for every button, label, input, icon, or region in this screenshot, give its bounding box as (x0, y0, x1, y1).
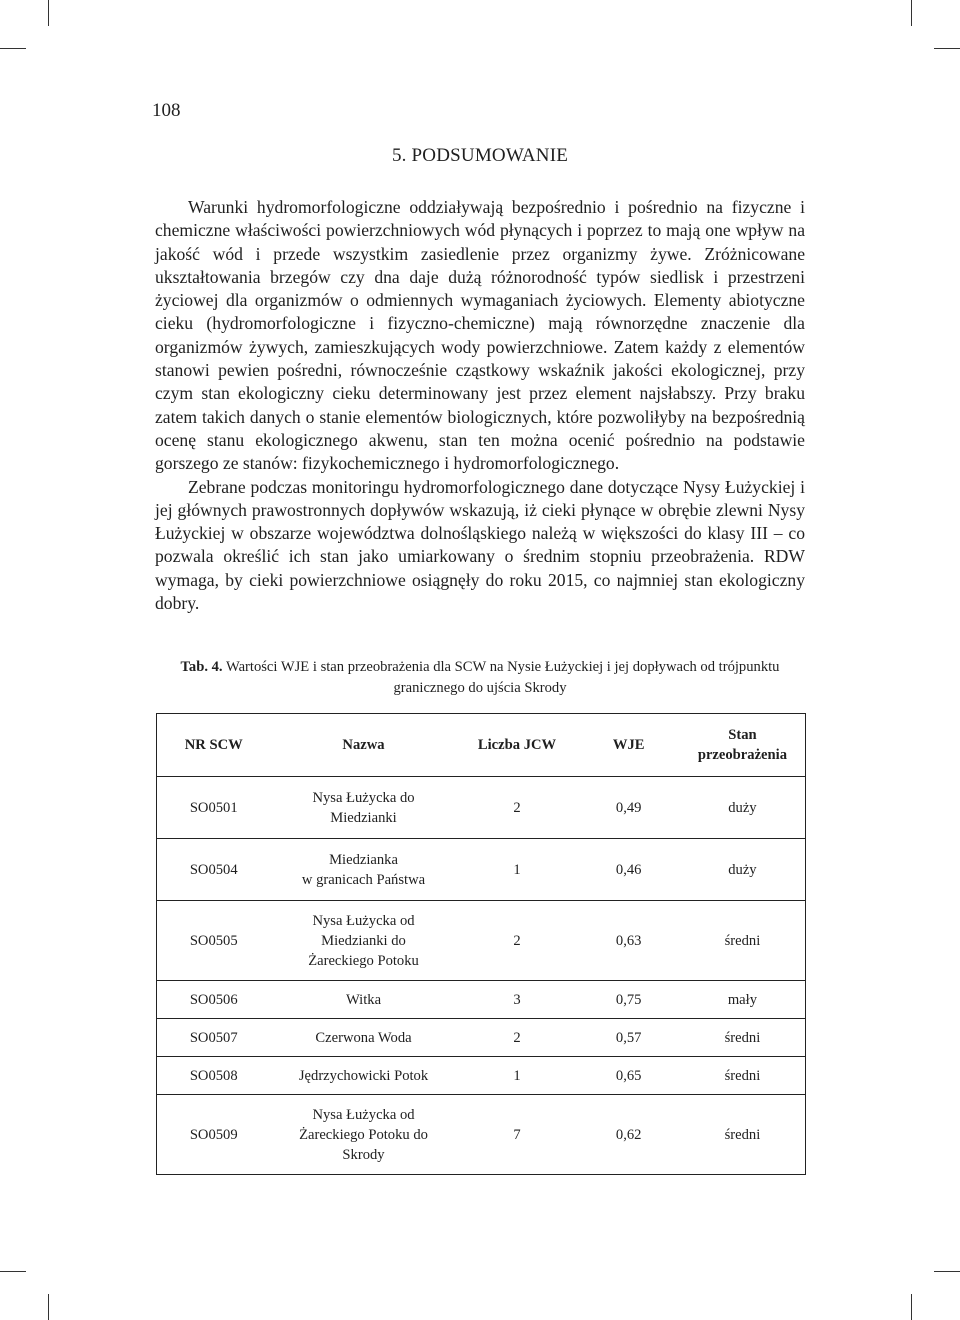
cell-nazwa-line: Żareckiego Potoku do (299, 1126, 428, 1143)
table-row (157, 981, 806, 1019)
crop-mark-bottom-right (911, 1294, 912, 1320)
cell-nr-scw: SO0508 (157, 1057, 271, 1095)
cell-liczba-jcw: 7 (457, 1095, 578, 1175)
table-caption-label: Tab. 4. (180, 659, 223, 675)
cell-wje: 0,57 (578, 1019, 680, 1057)
cell-nazwa-line: Witka (345, 991, 382, 1008)
cell-liczba-jcw: 1 (457, 1057, 578, 1095)
cell-wje: 0,65 (578, 1057, 680, 1095)
table-row (157, 839, 806, 901)
cell-nazwa-line: Miedzianka (329, 851, 398, 868)
cell-liczba-jcw: 2 (457, 1019, 578, 1057)
cell-nazwa (270, 981, 456, 1019)
cell-stan: średni (680, 1019, 806, 1057)
header-stan-line1: Stan (728, 727, 757, 743)
cell-nr-scw: SO0501 (157, 777, 271, 839)
paragraph-2: Zebrane podczas monitoringu hydromorfologicznego dane dotyczące Nysy Łużyckiej i jej głównych prawostronnych dopływów wskazują, iż cieki płynące w obrębie zlewni Nysy Łużyckiej w obszarze województwa dolnośląskiego należą w większości do klasy III – co pozwala określić ich stan jako umiarkowany o średnim stopniu przeobrażenia. RDW wymaga, by cieki powierzchniowe osiągnęły do roku 2015, co najmniej stan ekologiczny dobry. (155, 476, 805, 614)
cell-stan: duży (680, 839, 806, 901)
table-row (157, 1095, 806, 1175)
cell-stan: średni (680, 901, 806, 981)
cell-nazwa-line: Czerwona Woda (315, 1029, 412, 1046)
cell-nazwa (270, 901, 456, 981)
table-row (157, 901, 806, 981)
table-caption (160, 657, 800, 699)
cell-stan: duży (680, 777, 806, 839)
header-wje: WJE (578, 714, 680, 777)
cell-nazwa (270, 1057, 456, 1095)
table-caption-text: Wartości WJE i stan przeobrażenia dla SCW na Nysie Łużyckiej i jej dopływach od trójpunktu granicznego do ujścia Skrody (222, 659, 780, 696)
cell-nazwa-line: Skrody (342, 1146, 385, 1163)
table-row (157, 1019, 806, 1057)
paragraph-1: Warunki hydromorfologiczne oddziaływają bezpośrednio i pośrednio na fizyczne i chemiczne właściwości powierzchniowych wód płynących i poprzez to mają one wpływ na jakość wód i przede wszystkim zasiedlenie przez organizmy żywe. Zróżnicowane ukształtowania brzegów czy dna daje dużą różnorodność typów siedlisk i przestrzeni życiowej dla organizmów o odmiennych wymaganiach życiowych. Elementy abiotyczne cieku (hydromorfologiczne i fizyczno-chemiczne) mają równorzędne znaczenie dla organizmów żywych, zamieszkujących wody powierzchniowe. Zatem każdy z elementów stanowi pewien pośredni, równocześnie cząstkowy wskaźnik jakości ekologicznej, przy czym stan ekologiczny cieku determinowany jest przez element najsłabszy. Przy braku zatem takich danych o stanie elementów biologicznych, które pozwoliłyby na bezpośrednią ocenę stanu ekologicznego akwenu, stan ten można ocenić pośrednio na podstawie gorszego ze stanów: fizykochemicznego i hydromorfologicznego. (155, 197, 805, 474)
table-body (157, 777, 806, 1175)
page-number: 108 (152, 100, 181, 121)
cell-nazwa-line: Miedzianki do (321, 932, 406, 949)
cell-nr-scw: SO0509 (157, 1095, 271, 1175)
cell-nazwa-line: Nysa Łużycka do (312, 789, 415, 806)
cell-nr-scw: SO0505 (157, 901, 271, 981)
cell-liczba-jcw: 1 (457, 839, 578, 901)
crop-mark-top-right (911, 0, 912, 26)
crop-mark-bottom-left (48, 1294, 49, 1320)
cell-nr-scw: SO0504 (157, 839, 271, 901)
header-stan-line2: przeobrażenia (697, 747, 787, 763)
cell-wje: 0,62 (578, 1095, 680, 1175)
crop-mark-left-bottom (0, 1271, 26, 1272)
header-liczba-jcw: Liczba JCW (457, 714, 578, 777)
cell-nazwa-line: Jędrzychowicki Potok (298, 1067, 429, 1084)
header-nazwa: Nazwa (270, 714, 456, 777)
cell-liczba-jcw: 2 (457, 777, 578, 839)
cell-nr-scw: SO0507 (157, 1019, 271, 1057)
cell-nr-scw: SO0506 (157, 981, 271, 1019)
cell-nazwa-line: w granicach Państwa (301, 871, 426, 888)
cell-wje: 0,46 (578, 839, 680, 901)
cell-nazwa (270, 1095, 456, 1175)
crop-mark-right-bottom (934, 1271, 960, 1272)
crop-mark-left-top (0, 48, 26, 49)
chapter-title: 5. PODSUMOWANIE (391, 145, 569, 166)
body-text (155, 196, 805, 615)
cell-nazwa-line: Żareckiego Potoku (308, 952, 419, 969)
cell-wje: 0,49 (578, 777, 680, 839)
cell-nazwa (270, 1019, 456, 1057)
cell-nazwa (270, 777, 456, 839)
table-row (157, 777, 806, 839)
cell-wje: 0,63 (578, 901, 680, 981)
cell-nazwa-line: Nysa Łużycka od (312, 1106, 415, 1123)
cell-wje: 0,75 (578, 981, 680, 1019)
table-header-row (157, 714, 806, 777)
cell-stan: mały (680, 981, 806, 1019)
header-stan (680, 714, 806, 777)
cell-liczba-jcw: 3 (457, 981, 578, 1019)
cell-liczba-jcw: 2 (457, 901, 578, 981)
cell-nazwa-line: Miedzianki (330, 809, 397, 826)
cell-nazwa (270, 839, 456, 901)
cell-stan: średni (680, 1095, 806, 1175)
crop-mark-right-top (934, 48, 960, 49)
data-table (156, 713, 806, 1175)
crop-mark-top-left (48, 0, 49, 26)
cell-nazwa-line: Nysa Łużycka od (312, 912, 415, 929)
table-row (157, 1057, 806, 1095)
header-nr-scw: NR SCW (157, 714, 271, 777)
cell-stan: średni (680, 1057, 806, 1095)
